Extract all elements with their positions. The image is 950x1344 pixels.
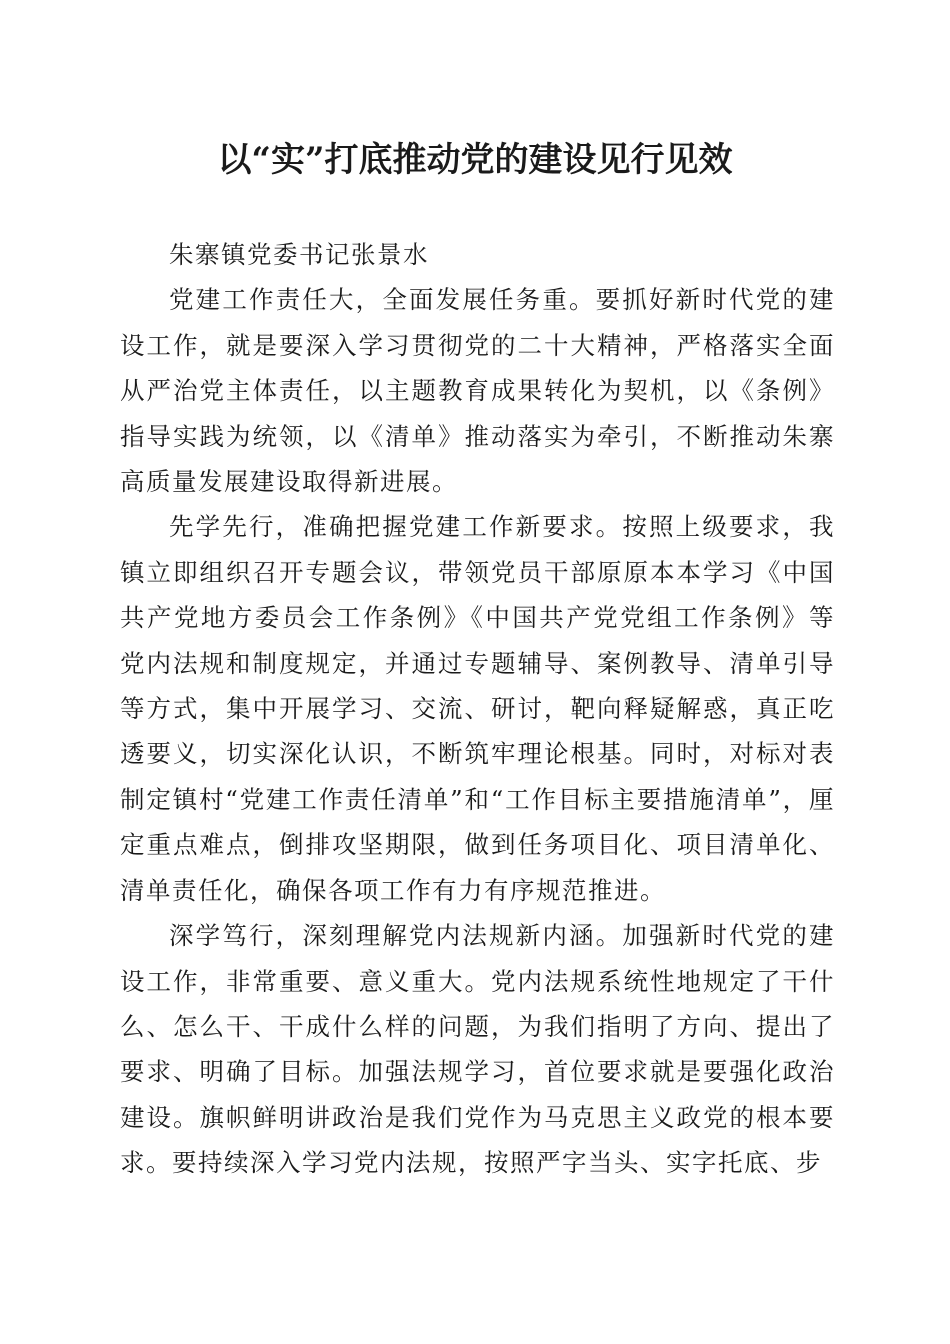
paragraph-1: 党建工作责任大，全面发展任务重。要抓好新时代党的建设工作，就是要深入学习贯彻党的二十大精神，严格落实全面从严治党主体责任，以主题教育成果转化为契机，以《条例》指导实践为统领，以《清单》推动落实为牵引，不断推动朱寨高质量发展建设取得新进展。 (120, 285, 835, 497)
document-body (120, 232, 835, 1186)
paragraph-2: 先学先行，准确把握党建工作新要求。按照上级要求，我镇立即组织召开专题会议，带领党员干部原原本本学习《中国共产党地方委员会工作条例》《中国共产党党组工作条例》等党内法规和制度规定，并通过专题辅导、案例教导、清单引导等方式，集中开展学习、交流、研讨，靶向释疑解惑，真正吃透要义，切实深化认识，不断筑牢理论根基。同时，对标对表制定镇村“党建工作责任清单”和“工作目标主要措施清单”，厘定重点难点，倒排攻坚期限，做到任务项目化、项目清单化、清单责任化，确保各项工作有力有序规范推进。 (120, 512, 835, 905)
paragraph-3: 深学笃行，深刻理解党内法规新内涵。加强新时代党的建设工作，非常重要、意义重大。党内法规系统性地规定了干什么、怎么干、干成什么样的问题，为我们指明了方向、提出了要求、明确了目标。加强法规学习，首位要求就是要强化政治建设。旗帜鲜明讲政治是我们党作为马克思主义政党的根本要求。要持续深入学习党内法规，按照严字当头、实字托底、步 (120, 921, 835, 1178)
document-title: 以“实”打底推动党的建设见行见效 (217, 140, 733, 180)
author-line: 朱寨镇党委书记张景水 (169, 240, 429, 269)
